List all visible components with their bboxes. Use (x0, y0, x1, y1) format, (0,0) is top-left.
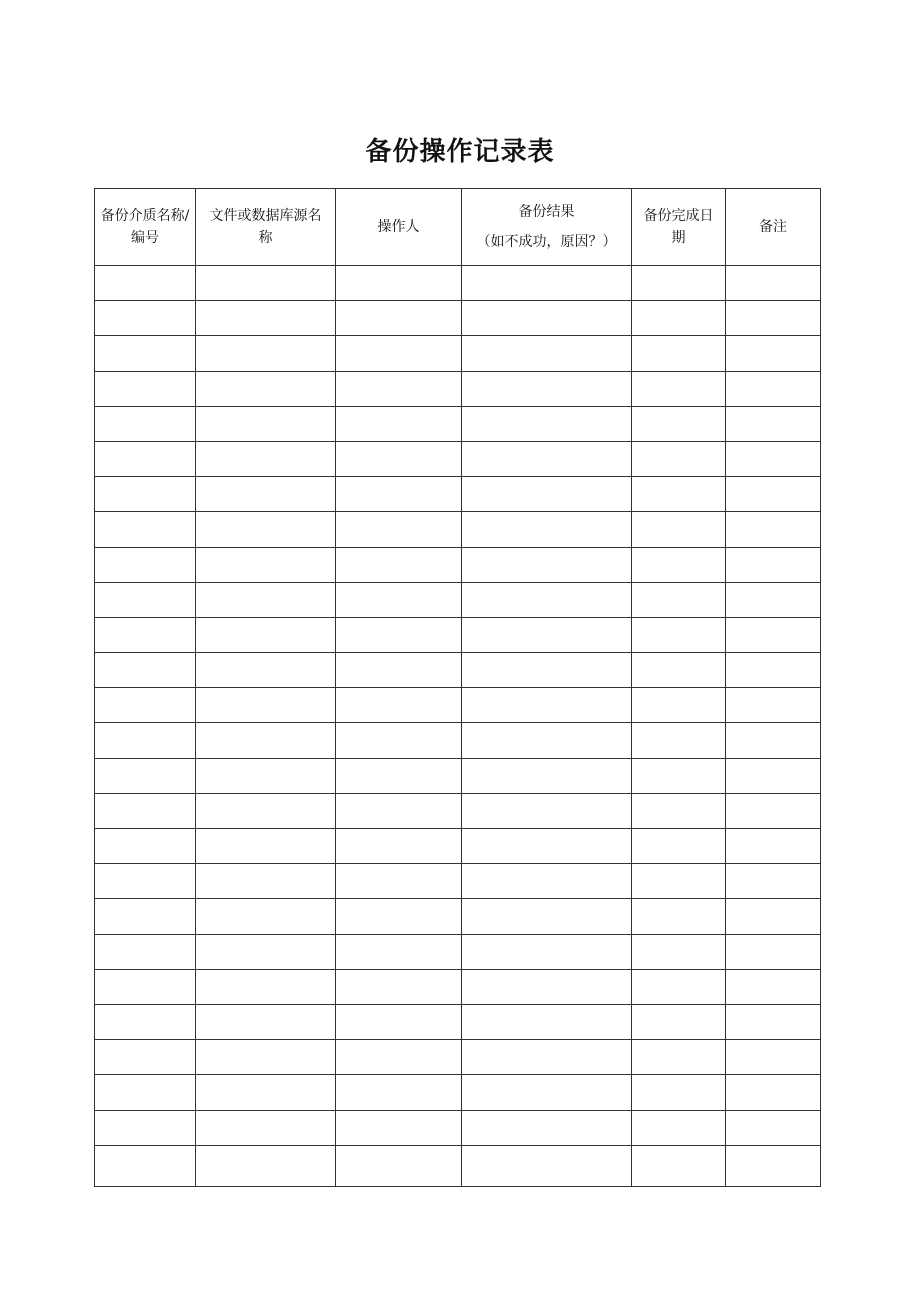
table-cell (726, 758, 821, 793)
table-cell (726, 371, 821, 406)
table-cell (95, 1075, 196, 1110)
table-row (95, 723, 821, 758)
table-cell (632, 371, 726, 406)
table-cell (196, 582, 336, 617)
table-cell (196, 899, 336, 934)
table-cell (632, 653, 726, 688)
table-cell (632, 1145, 726, 1186)
table-row (95, 582, 821, 617)
table-cell (95, 793, 196, 828)
table-cell (726, 829, 821, 864)
table-cell (726, 653, 821, 688)
table-cell (462, 793, 632, 828)
table-cell (196, 1004, 336, 1039)
table-row (95, 793, 821, 828)
table-cell (336, 441, 462, 476)
table-cell (336, 371, 462, 406)
table-cell (196, 864, 336, 899)
table-cell (336, 758, 462, 793)
table-cell (336, 1110, 462, 1145)
table-cell (726, 1004, 821, 1039)
table-cell (726, 1075, 821, 1110)
table-cell (336, 793, 462, 828)
table-cell (336, 969, 462, 1004)
table-cell (95, 1040, 196, 1075)
table-cell (196, 969, 336, 1004)
table-cell (632, 547, 726, 582)
table-cell (462, 864, 632, 899)
table-row (95, 441, 821, 476)
table-cell (95, 266, 196, 301)
table-cell (336, 617, 462, 652)
table-cell (462, 653, 632, 688)
table-row (95, 406, 821, 441)
table-cell (462, 336, 632, 371)
table-cell (462, 1075, 632, 1110)
table-row (95, 1004, 821, 1039)
header-label-line: 操作人 (377, 219, 420, 235)
table-cell (462, 301, 632, 336)
table-cell (632, 301, 726, 336)
table-cell (95, 617, 196, 652)
table-row (95, 512, 821, 547)
table-cell (462, 582, 632, 617)
table-row (95, 829, 821, 864)
table-cell (95, 899, 196, 934)
table-cell (95, 1004, 196, 1039)
table-cell (95, 934, 196, 969)
table-cell (726, 547, 821, 582)
table-cell (726, 512, 821, 547)
header-label-line: 期 (671, 230, 686, 246)
table-cell (336, 406, 462, 441)
table-cell (196, 477, 336, 512)
header-backup-result (462, 189, 632, 266)
table-cell (336, 336, 462, 371)
table-cell (726, 617, 821, 652)
table-cell (196, 617, 336, 652)
header-label-line: 备份完成日 (643, 208, 714, 224)
table-cell (196, 301, 336, 336)
table-cell (632, 934, 726, 969)
table-cell (726, 336, 821, 371)
table-cell (336, 1040, 462, 1075)
table-cell (196, 1075, 336, 1110)
table-row (95, 1075, 821, 1110)
table-cell (726, 723, 821, 758)
table-cell (95, 371, 196, 406)
table-row (95, 617, 821, 652)
table-cell (632, 758, 726, 793)
header-label-line: 编号 (131, 230, 159, 246)
table-cell (95, 441, 196, 476)
table-cell (632, 723, 726, 758)
header-operator (336, 189, 462, 266)
table-cell (336, 512, 462, 547)
table-row (95, 969, 821, 1004)
table-cell (95, 512, 196, 547)
table-cell (632, 582, 726, 617)
header-label-line: 备注 (759, 219, 787, 235)
table-cell (462, 477, 632, 512)
table-row (95, 547, 821, 582)
table-cell (632, 477, 726, 512)
backup-record-table (94, 188, 821, 1187)
table-cell (462, 723, 632, 758)
table-cell (632, 336, 726, 371)
table-cell (462, 266, 632, 301)
header-label-line: 备份介质名称/ (100, 208, 190, 224)
table-cell (632, 793, 726, 828)
table-cell (95, 547, 196, 582)
table-cell (336, 1075, 462, 1110)
header-media-name-number (95, 189, 196, 266)
table-cell (462, 547, 632, 582)
table-cell (726, 793, 821, 828)
table-cell (336, 266, 462, 301)
table-cell (336, 723, 462, 758)
table-cell (196, 441, 336, 476)
header-label-line: 文件或数据库源名 (209, 208, 322, 224)
table-cell (632, 1075, 726, 1110)
table-cell (95, 653, 196, 688)
table-cell (726, 406, 821, 441)
table-cell (462, 899, 632, 934)
table-cell (95, 688, 196, 723)
table-cell (726, 477, 821, 512)
table-cell (95, 723, 196, 758)
table-cell (336, 582, 462, 617)
table-cell (462, 1110, 632, 1145)
table-cell (196, 266, 336, 301)
header-label-line: （如不成功，原因？） (476, 234, 617, 250)
table-cell (726, 1110, 821, 1145)
table-cell (632, 1004, 726, 1039)
table-row (95, 758, 821, 793)
table-cell (95, 582, 196, 617)
table-cell (196, 547, 336, 582)
table-cell (462, 1004, 632, 1039)
table-cell (462, 1040, 632, 1075)
table-cell (462, 829, 632, 864)
table-row (95, 1040, 821, 1075)
table-cell (95, 336, 196, 371)
table-cell (336, 934, 462, 969)
table-cell (726, 301, 821, 336)
header-source-name (196, 189, 336, 266)
table-cell (632, 1040, 726, 1075)
table-cell (462, 688, 632, 723)
table-cell (726, 441, 821, 476)
table-cell (462, 371, 632, 406)
table-row (95, 1110, 821, 1145)
table-cell (462, 441, 632, 476)
table-cell (632, 688, 726, 723)
table-cell (632, 266, 726, 301)
table-row (95, 899, 821, 934)
table-cell (462, 758, 632, 793)
table-cell (462, 969, 632, 1004)
table-cell (462, 406, 632, 441)
table-cell (632, 1110, 726, 1145)
header-completion-date (632, 189, 726, 266)
table-cell (462, 512, 632, 547)
table-cell (336, 1145, 462, 1186)
table-cell (196, 829, 336, 864)
table-row (95, 301, 821, 336)
table-cell (196, 934, 336, 969)
page-title: 备份操作记录表 (365, 137, 555, 167)
table-cell (95, 301, 196, 336)
table-row (95, 336, 821, 371)
table-cell (196, 336, 336, 371)
table-cell (462, 1145, 632, 1186)
table-cell (336, 547, 462, 582)
table-cell (336, 301, 462, 336)
table-cell (95, 969, 196, 1004)
table-cell (462, 617, 632, 652)
table-cell (726, 899, 821, 934)
table-cell (95, 406, 196, 441)
table-cell (196, 512, 336, 547)
table-cell (632, 969, 726, 1004)
table-cell (196, 688, 336, 723)
table-row (95, 1145, 821, 1186)
table-cell (95, 1110, 196, 1145)
table-cell (336, 829, 462, 864)
table-row (95, 266, 821, 301)
table-cell (95, 758, 196, 793)
table-cell (726, 1040, 821, 1075)
table-row (95, 864, 821, 899)
table-cell (632, 512, 726, 547)
table-cell (726, 582, 821, 617)
table-cell (196, 1145, 336, 1186)
table-cell (726, 969, 821, 1004)
table-row (95, 477, 821, 512)
table-cell (726, 688, 821, 723)
table-cell (196, 406, 336, 441)
table-cell (632, 829, 726, 864)
header-label-line: 备份结果 (518, 204, 575, 220)
table-row (95, 934, 821, 969)
table-cell (196, 723, 336, 758)
table-cell (462, 934, 632, 969)
table-cell (196, 758, 336, 793)
table-cell (196, 1110, 336, 1145)
table-cell (336, 1004, 462, 1039)
table-cell (726, 864, 821, 899)
table-header-row (95, 189, 821, 266)
table-row (95, 688, 821, 723)
header-remarks (726, 189, 821, 266)
table-cell (95, 864, 196, 899)
table-cell (632, 441, 726, 476)
table-cell (336, 864, 462, 899)
table-cell (196, 653, 336, 688)
table-body (95, 266, 821, 1187)
table-cell (336, 477, 462, 512)
header-label-line: 称 (258, 230, 273, 246)
table-cell (196, 793, 336, 828)
table-cell (95, 829, 196, 864)
table-row (95, 653, 821, 688)
table-cell (726, 934, 821, 969)
table-cell (336, 899, 462, 934)
table-cell (726, 1145, 821, 1186)
table-cell (632, 864, 726, 899)
table-cell (336, 688, 462, 723)
table-cell (726, 266, 821, 301)
table-cell (196, 1040, 336, 1075)
table-cell (632, 406, 726, 441)
table-cell (336, 653, 462, 688)
table-cell (95, 1145, 196, 1186)
table-cell (632, 899, 726, 934)
table-row (95, 371, 821, 406)
table-cell (196, 371, 336, 406)
table-cell (632, 617, 726, 652)
table-cell (95, 477, 196, 512)
